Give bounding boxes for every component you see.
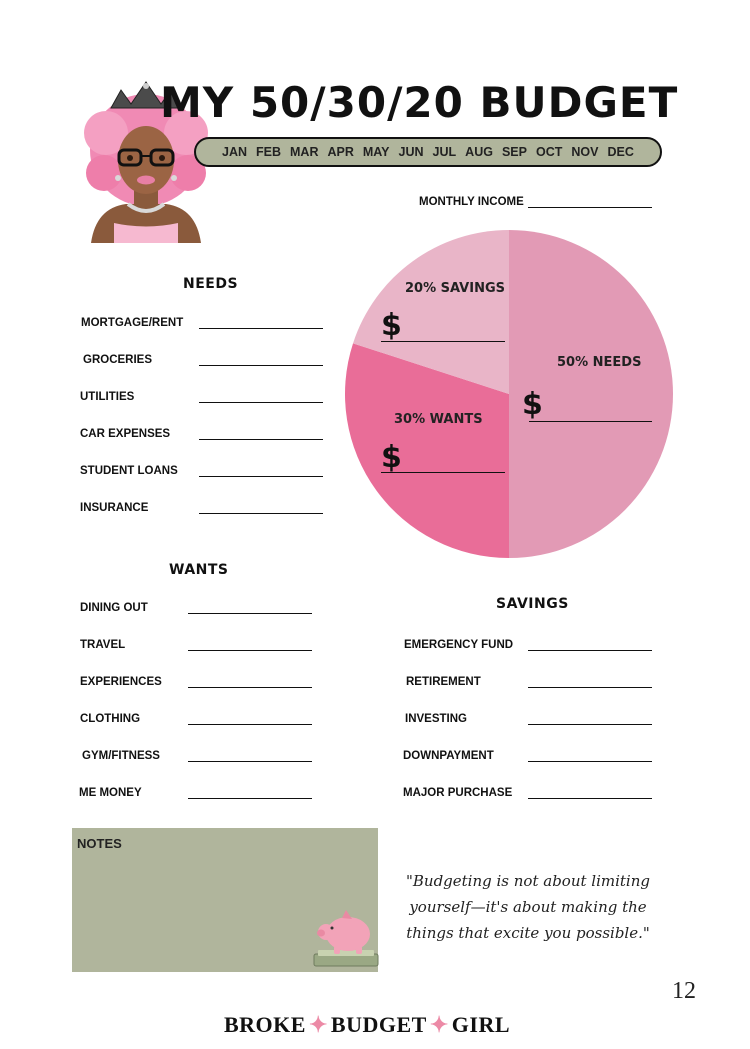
savings-item-field[interactable] <box>528 724 652 725</box>
months-bar <box>194 137 662 167</box>
month-may[interactable]: MAY <box>362 145 390 159</box>
wants-amount-field[interactable] <box>381 472 505 473</box>
page-number: 12 <box>672 978 696 1004</box>
savings-heading: SAVINGS <box>496 596 569 612</box>
needs-heading: NEEDS <box>183 276 239 292</box>
monthly-income-field[interactable] <box>528 207 652 208</box>
savings-item-label: EMERGENCY FUND <box>404 639 514 651</box>
wants-item-field[interactable] <box>188 613 312 614</box>
needs-item-field[interactable] <box>199 328 323 329</box>
savings-slice-label: 20% SAVINGS <box>405 281 505 296</box>
savings-item-field[interactable] <box>528 650 652 651</box>
wants-item-field[interactable] <box>188 724 312 725</box>
savings-item-label: RETIREMENT <box>406 676 481 688</box>
needs-item-field[interactable] <box>199 513 323 514</box>
wants-item-label: DINING OUT <box>80 602 148 614</box>
month-mar[interactable]: MAR <box>290 145 319 159</box>
savings-item-label: MAJOR PURCHASE <box>403 787 513 799</box>
wants-item-field[interactable] <box>188 761 312 762</box>
wants-item-label: EXPERIENCES <box>80 676 162 688</box>
monthly-income-label: MONTHLY INCOME <box>419 196 524 208</box>
needs-item-label: MORTGAGE/RENT <box>81 317 184 329</box>
wants-item-label: TRAVEL <box>80 639 126 651</box>
wants-heading: WANTS <box>169 562 229 578</box>
needs-item-label: INSURANCE <box>80 502 149 514</box>
budget-pie-chart <box>344 229 674 559</box>
month-nov[interactable]: NOV <box>571 145 599 159</box>
month-oct[interactable]: OCT <box>535 145 563 159</box>
sparkle-icon: ✦ <box>308 1012 328 1037</box>
savings-amount-field[interactable] <box>381 341 505 342</box>
needs-item-label: GROCERIES <box>83 354 153 366</box>
month-jul[interactable]: JUL <box>432 145 457 159</box>
month-feb[interactable]: FEB <box>256 145 282 159</box>
wants-item-field[interactable] <box>188 650 312 651</box>
month-sep[interactable]: SEP <box>501 145 527 159</box>
savings-item-label: INVESTING <box>405 713 467 725</box>
wants-item-field[interactable] <box>188 798 312 799</box>
page-title: MY 50/30/20 BUDGET <box>160 78 679 127</box>
needs-dollar-sign: $ <box>522 387 543 422</box>
savings-item-label: DOWNPAYMENT <box>403 750 494 762</box>
needs-item-field[interactable] <box>199 476 323 477</box>
needs-slice-label: 50% NEEDS <box>557 355 642 370</box>
needs-item-label: UTILITIES <box>80 391 135 403</box>
month-dec[interactable]: DEC <box>607 145 634 159</box>
wants-item-label: ME MONEY <box>79 787 142 799</box>
wants-item-label: GYM/FITNESS <box>82 750 160 762</box>
brand-word: BROKE <box>224 1012 306 1037</box>
wants-item-label: CLOTHING <box>80 713 141 725</box>
month-aug[interactable]: AUG <box>465 145 493 159</box>
needs-item-field[interactable] <box>199 439 323 440</box>
month-jun[interactable]: JUN <box>398 145 424 159</box>
sparkle-icon: ✦ <box>429 1012 449 1037</box>
needs-item-label: STUDENT LOANS <box>80 465 178 477</box>
needs-item-field[interactable] <box>199 365 323 366</box>
needs-item-label: CAR EXPENSES <box>80 428 171 440</box>
savings-item-field[interactable] <box>528 798 652 799</box>
month-jan[interactable]: JAN <box>222 145 248 159</box>
wants-slice-label: 30% WANTS <box>394 412 483 427</box>
wants-dollar-sign: $ <box>381 440 402 475</box>
piggy-bank-icon <box>312 908 380 970</box>
brand-footer <box>224 1012 510 1038</box>
wants-item-field[interactable] <box>188 687 312 688</box>
needs-amount-field[interactable] <box>529 421 652 422</box>
savings-item-field[interactable] <box>528 761 652 762</box>
brand-word: BUDGET <box>330 1012 427 1037</box>
needs-item-field[interactable] <box>199 402 323 403</box>
savings-item-field[interactable] <box>528 687 652 688</box>
month-apr[interactable]: APR <box>327 145 354 159</box>
motivational-quote: "Budgeting is not about limiting yourself—it's about making the things that excite you possible." <box>405 872 650 942</box>
savings-dollar-sign: $ <box>381 308 402 343</box>
notes-label: NOTES <box>77 836 122 851</box>
brand-word: GIRL <box>451 1012 511 1037</box>
